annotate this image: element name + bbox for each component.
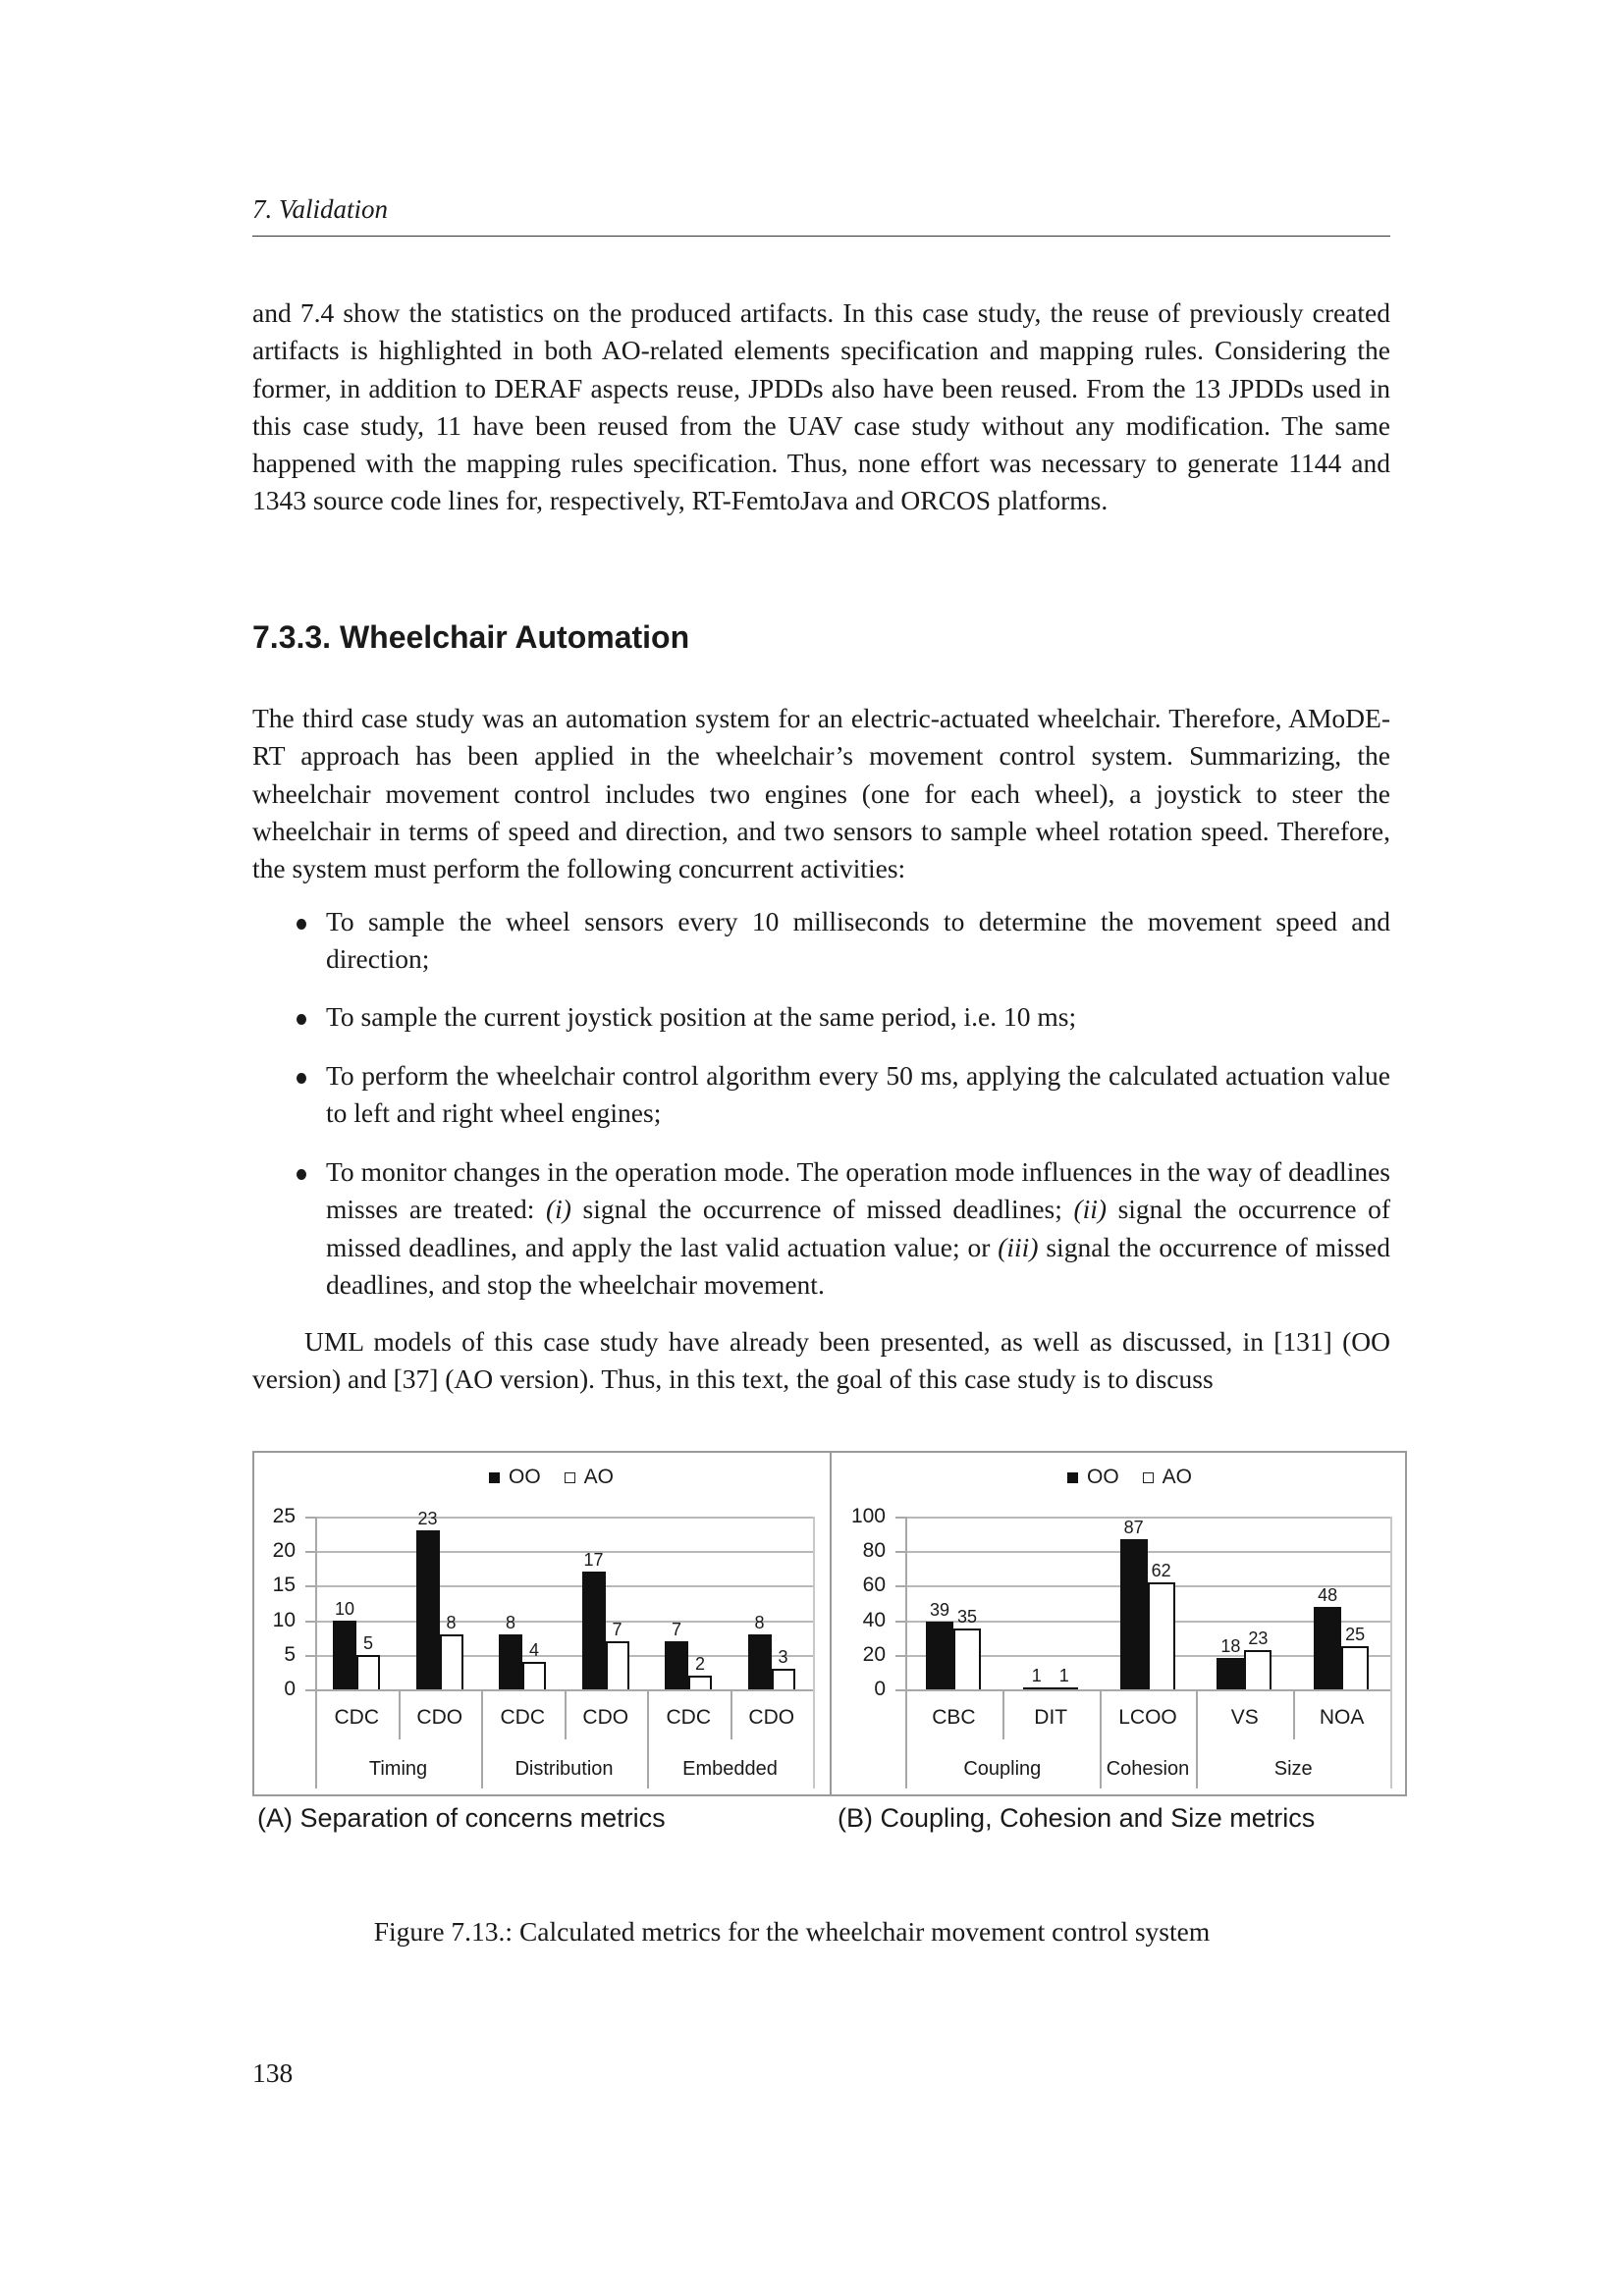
category-label: CDO	[416, 1706, 463, 1729]
category-separator	[730, 1689, 732, 1739]
category-label: NOA	[1319, 1706, 1365, 1729]
value-label-oo: 7	[671, 1619, 681, 1639]
paragraph-case-study: The third case study was an automation system for an electric-actuated wheelchair. Therefore, AMoDE-RT approach has been applied in the wheelchair’s movement control system. Summarizing, the wheelchair movement control includes two engines (one for each wheel), a joystick to steer the wheelchair in terms of speed and direction, and two sensors to sample wheel rotation speed. Therefore, the system must perform the following concurrent activities:	[252, 703, 1390, 884]
paragraph-uml-models: UML models of this case study have already been presented, as well as discussed, in [131] (OO version) and [37] (AO version). Thus, in this text, the goal of this case study is to discuss	[252, 1326, 1390, 1395]
x-axis-line	[905, 1689, 1390, 1691]
y-tick-label: 15	[272, 1574, 296, 1597]
category-separator	[1002, 1689, 1004, 1739]
category-label: CDC	[334, 1706, 379, 1729]
text-run: To monitor changes in the operation mode. The operation mode influences in the way of deadlines misses are treated:	[326, 1156, 1390, 1225]
list-item-text: To sample the current joystick position at the same period, i.e. 10 ms;	[326, 1001, 1077, 1032]
bar-ao	[356, 1655, 380, 1689]
bar-ao	[522, 1662, 546, 1689]
y-tick	[305, 1655, 315, 1657]
legend-ao-label: AO	[1162, 1466, 1193, 1488]
y-tick-label: 25	[272, 1505, 296, 1527]
group-label: Cohesion	[1106, 1758, 1190, 1780]
bar-oo	[1314, 1607, 1341, 1689]
value-label-ao: 8	[446, 1612, 457, 1632]
plot-right-edge	[1390, 1517, 1392, 1789]
plot-right-edge	[813, 1517, 815, 1789]
text-run: signal the occurrence of missed deadlines;	[570, 1194, 1074, 1225]
y-tick-label: 40	[862, 1608, 886, 1631]
group-label: Distribution	[514, 1758, 614, 1780]
bar-oo	[1217, 1658, 1244, 1689]
value-label-oo: 39	[929, 1600, 950, 1621]
bullet-icon	[297, 1073, 306, 1084]
value-label-ao: 35	[956, 1607, 978, 1628]
value-label-ao: 2	[694, 1653, 705, 1674]
group-label: Embedded	[682, 1758, 778, 1780]
list-item-text: To perform the wheelchair control algorithm every 50 ms, applying the calculated actuation value to left and right wheel engines;	[326, 1060, 1390, 1129]
figure-caption	[0, 1916, 1623, 1948]
category-label: CDO	[582, 1706, 629, 1729]
category-label: DIT	[1034, 1706, 1068, 1729]
text-run: signal the occurrence of missed deadlines, and stop the wheelchair movement.	[326, 1231, 1390, 1300]
y-tick-label: 80	[862, 1539, 886, 1563]
value-label-ao: 62	[1151, 1560, 1171, 1580]
y-tick-label: 20	[272, 1539, 296, 1563]
y-tick	[305, 1621, 315, 1623]
y-tick-label: 0	[284, 1678, 296, 1700]
bar-ao	[1341, 1646, 1369, 1689]
y-tick	[305, 1585, 315, 1587]
bar-ao	[440, 1634, 463, 1689]
bar-ao	[688, 1676, 712, 1689]
category-label: CDO	[748, 1706, 795, 1729]
chart-legend	[1067, 1466, 1192, 1489]
page-number: 138	[252, 2057, 294, 2088]
y-tick-label: 100	[850, 1505, 886, 1527]
paragraph-intro: and 7.4 show the statistics on the produced artifacts. In this case study, the reuse of previously created artifacts is highlighted in both AO-related elements specification and mapping rules. Considering the former, in addition to DERAF aspects reuse, JPDDs also have been reused. From the 13 JPDDs used in this case study, 11 have been reused from the UAV case study without any modification. The same happened with the mapping rules specification. Thus, none effort was necessary to generate 1144 and 1343 source code lines for, respectively, RT-FemtoJava and ORCOS platforms.	[252, 297, 1390, 516]
gridline	[315, 1655, 813, 1657]
category-label: CBC	[932, 1706, 976, 1729]
value-label-oo: 23	[417, 1509, 438, 1529]
list-item-text	[326, 1153, 1390, 1304]
figure-caption-text: Figure 7.13.: Calculated metrics for the wheelchair movement control system	[373, 1916, 1211, 1947]
bullet-icon	[297, 1014, 306, 1025]
category-label: LCOO	[1118, 1706, 1177, 1729]
y-tick	[895, 1585, 905, 1587]
bar-ao	[1051, 1687, 1078, 1689]
y-tick	[895, 1621, 905, 1623]
legend-oo-swatch-icon	[1067, 1472, 1078, 1483]
gridline	[315, 1621, 813, 1623]
value-label-ao: 1	[1058, 1666, 1069, 1686]
y-axis-line	[315, 1517, 317, 1789]
bullet-icon	[297, 1169, 306, 1180]
header-rule	[252, 236, 1390, 237]
y-tick	[305, 1551, 315, 1553]
running-header: 7. Validation	[252, 194, 389, 224]
bar-ao	[1244, 1650, 1271, 1689]
enum-marker: (i)	[546, 1194, 571, 1225]
gridline	[315, 1551, 813, 1553]
gridline	[315, 1585, 813, 1587]
subcaption-b: (B) Coupling, Cohesion and Size metrics	[838, 1803, 1316, 1833]
y-tick	[305, 1517, 315, 1519]
value-label-ao: 23	[1248, 1628, 1269, 1648]
value-label-oo: 10	[334, 1598, 355, 1619]
category-separator	[565, 1689, 567, 1739]
bar-oo	[416, 1530, 440, 1689]
legend-oo-swatch-icon	[489, 1472, 500, 1483]
value-label-oo: 87	[1123, 1517, 1144, 1537]
y-tick	[895, 1517, 905, 1519]
y-tick	[895, 1689, 905, 1691]
y-tick	[895, 1551, 905, 1553]
y-tick-label: 60	[862, 1574, 886, 1597]
bar-oo	[926, 1622, 953, 1689]
value-label-oo: 17	[583, 1550, 604, 1571]
list-item-text: To sample the wheel sensors every 10 milliseconds to determine the movement speed and direction;	[326, 906, 1390, 975]
value-label-ao: 25	[1345, 1625, 1366, 1644]
category-label: CDC	[500, 1706, 545, 1729]
y-axis-line	[905, 1517, 907, 1789]
value-label-oo: 48	[1318, 1584, 1338, 1605]
y-tick-label: 5	[284, 1642, 296, 1666]
bar-ao	[772, 1669, 795, 1689]
y-tick	[895, 1655, 905, 1657]
y-tick-label: 10	[272, 1608, 296, 1631]
bar-oo	[333, 1621, 356, 1689]
chart-legend	[489, 1466, 614, 1489]
value-label-ao: 5	[362, 1632, 373, 1653]
subcaption-a: (A) Separation of concerns metrics	[257, 1803, 666, 1833]
section-heading: 7.3.3. Wheelchair Automation	[252, 619, 690, 655]
value-label-oo: 18	[1220, 1636, 1241, 1657]
group-label: Timing	[368, 1758, 428, 1780]
category-separator	[1293, 1689, 1295, 1739]
legend-oo-label: OO	[509, 1466, 541, 1488]
category-label: VS	[1230, 1706, 1259, 1729]
bar-ao	[606, 1641, 629, 1689]
legend-ao-swatch-icon	[1143, 1472, 1154, 1483]
enum-marker: (ii)	[1073, 1194, 1108, 1225]
y-tick-label: 20	[862, 1642, 886, 1666]
bar-oo	[1023, 1687, 1051, 1689]
value-label-oo: 8	[505, 1612, 515, 1632]
value-label-oo: 1	[1031, 1666, 1042, 1686]
enum-marker: (iii)	[998, 1231, 1039, 1262]
y-tick-label: 0	[874, 1678, 886, 1700]
gridline	[315, 1517, 813, 1519]
value-label-oo: 8	[754, 1612, 765, 1632]
group-label: Size	[1273, 1758, 1313, 1780]
legend-oo-label: OO	[1087, 1466, 1119, 1488]
legend-ao-swatch-icon	[565, 1472, 575, 1483]
text-run: signal the occurrence of missed deadlines, and apply the last valid actuation value; or	[326, 1194, 1391, 1262]
bar-ao	[1148, 1582, 1175, 1689]
y-tick	[305, 1689, 315, 1691]
value-label-ao: 3	[778, 1646, 788, 1667]
legend-ao-label: AO	[583, 1466, 615, 1488]
category-separator	[399, 1689, 401, 1739]
bar-ao	[953, 1629, 981, 1689]
figure-divider	[830, 1451, 832, 1796]
gridline	[905, 1551, 1390, 1553]
value-label-ao: 4	[528, 1639, 539, 1660]
bullet-icon	[297, 919, 306, 930]
group-label: Coupling	[963, 1758, 1042, 1780]
category-label: CDC	[666, 1706, 711, 1729]
value-label-ao: 7	[612, 1619, 622, 1639]
